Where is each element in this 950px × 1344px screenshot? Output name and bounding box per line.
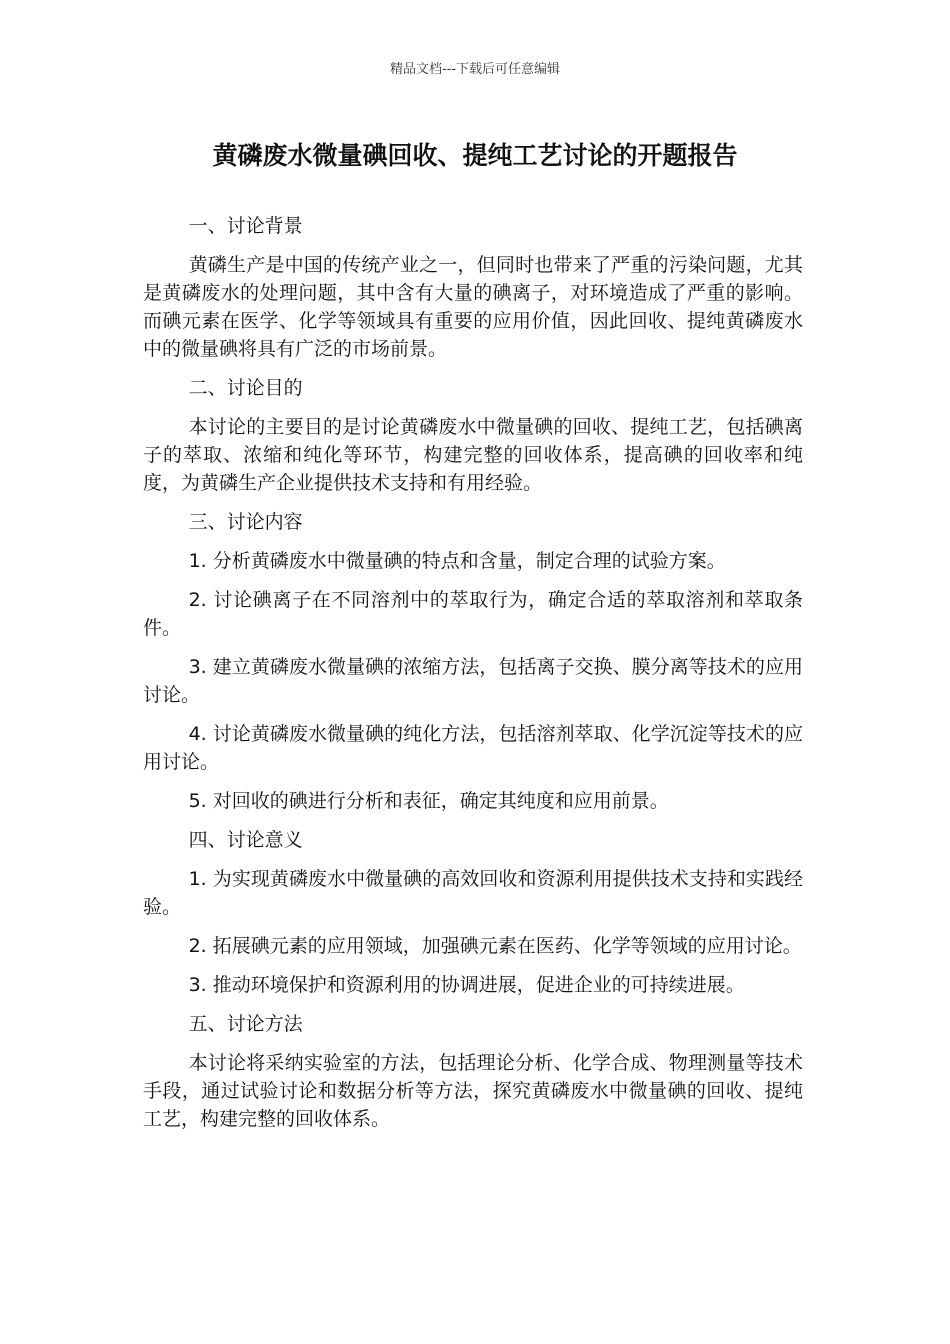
list-item: 2. 拓展碘元素的应用领域，加强碘元素在医药、化学等领域的应用讨论。: [188, 935, 802, 957]
section-heading-significance: 四、讨论意义: [188, 829, 303, 851]
paragraph: 本讨论将采纳实验室的方法，包括理论分析、化学合成、物理测量等技术手段，通过试验讨论和数据分析等方法，探究黄磷废水中微量碘的回收、提纯工艺，构建完整的回收体系。: [143, 1052, 803, 1130]
list-item: 5. 对回收的碘进行分析和表征，确定其纯度和应用前景。: [188, 790, 669, 812]
paragraph: 本讨论的主要目的是讨论黄磷废水中微量碘的回收、提纯工艺，包括碘离子的萃取、浓缩和纯化等环节，构建完整的回收体系，提高碘的回收率和纯度，为黄磷生产企业提供技术支持和有用经验。: [143, 416, 803, 494]
section-heading-background: 一、讨论背景: [188, 215, 303, 237]
document-body: [143, 212, 803, 1144]
list-item: 1. 分析黄磷废水中微量碘的特点和含量，制定合理的试验方案。: [188, 550, 726, 572]
list-item: 2. 讨论碘离子在不同溶剂中的萃取行为，确定合适的萃取溶剂和萃取条件。: [143, 589, 803, 639]
paragraph: 黄磷生产是中国的传统产业之一，但同时也带来了严重的污染问题，尤其是黄磷废水的处理问题，其中含有大量的碘离子，对环境造成了严重的影响。而碘元素在医学、化学等领域具有重要的应用价值，因此回收、提纯黄磷废水中的微量碘将具有广泛的市场前景。: [143, 254, 803, 360]
section-heading-method: 五、讨论方法: [188, 1013, 303, 1035]
list-item: 3. 推动环境保护和资源利用的协调进展，促进企业的可持续进展。: [188, 974, 745, 996]
section-heading-purpose: 二、讨论目的: [188, 377, 303, 399]
list-item: 4. 讨论黄磷废水微量碘的纯化方法，包括溶剂萃取、化学沉淀等技术的应用讨论。: [143, 723, 803, 773]
list-item: 1. 为实现黄磷废水中微量碘的高效回收和资源利用提供技术支持和实践经验。: [143, 868, 803, 918]
page-header: 精品文档---下载后可任意编辑: [389, 62, 561, 77]
document-title: 黄磷废水微量碘回收、提纯工艺讨论的开题报告: [212, 141, 738, 170]
section-heading-content: 三、讨论内容: [188, 511, 303, 533]
list-item: 3. 建立黄磷废水微量碘的浓缩方法，包括离子交换、膜分离等技术的应用讨论。: [143, 656, 803, 706]
